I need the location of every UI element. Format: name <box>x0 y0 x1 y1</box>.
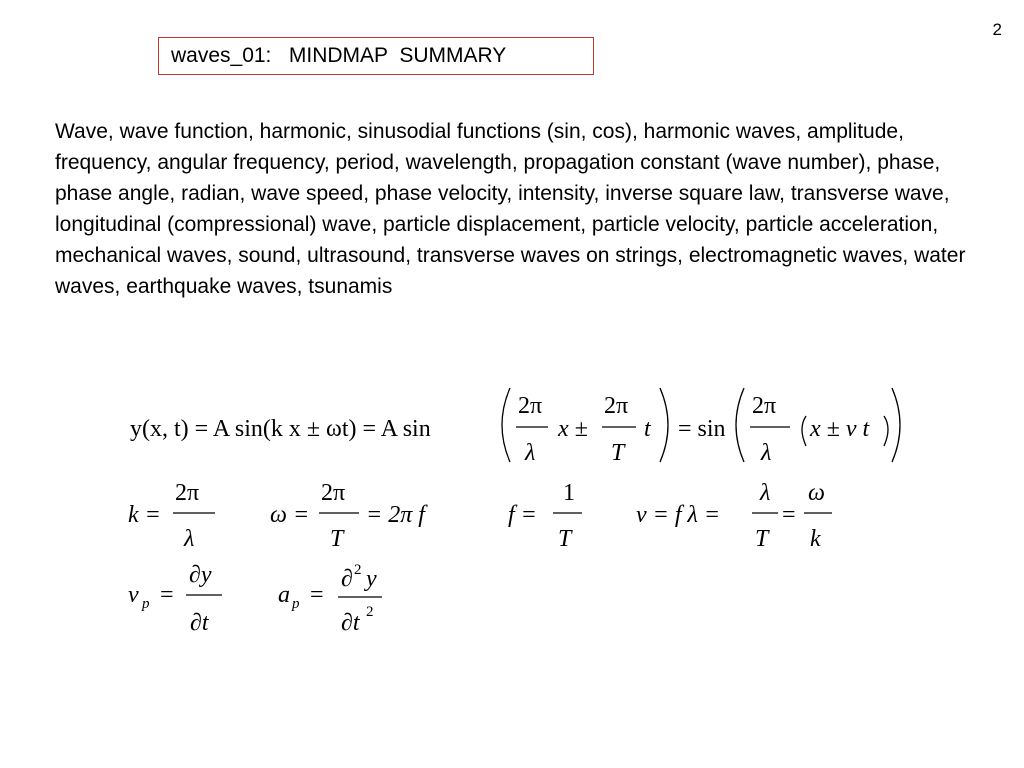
vp-num: ∂y <box>189 562 212 588</box>
omega-lhs: ω = <box>270 502 310 528</box>
paren-right-small <box>884 416 888 446</box>
f-num: 1 <box>563 480 575 506</box>
v-den2: k <box>810 526 821 552</box>
ap-lhs: a <box>278 582 290 608</box>
ap-num-base: ∂ <box>341 566 353 592</box>
f-den: T <box>558 526 572 552</box>
wave-t: t <box>644 416 651 442</box>
frac2-den: T <box>611 440 625 466</box>
ap-den-base: ∂t <box>341 610 360 636</box>
vp-definition <box>128 562 222 636</box>
v-eq: = <box>782 502 796 528</box>
paren-left-small <box>802 416 806 446</box>
paren-left-2 <box>736 388 744 462</box>
k-definition <box>128 480 215 552</box>
frac3-num: 2π <box>752 393 777 419</box>
paren-right-1 <box>660 388 668 462</box>
frac2-num: 2π <box>604 393 629 419</box>
wave-inner: x ± v t <box>810 416 870 442</box>
frac1-num: 2π <box>518 393 543 419</box>
frac3-den: λ <box>761 440 772 466</box>
k-num: 2π <box>175 480 200 506</box>
vp-eq: = <box>160 582 174 608</box>
page-number: 2 <box>992 20 1002 39</box>
v-den1: T <box>755 526 769 552</box>
vp-den: ∂t <box>190 610 209 636</box>
frac1-den: λ <box>525 440 536 466</box>
v-num1: λ <box>760 480 771 506</box>
wave-function-equation <box>130 388 900 466</box>
ap-num-sup: 2 <box>354 562 362 578</box>
wave-function-lhs: y(x, t) = A sin(k x ± ωt) = A sin <box>130 416 431 442</box>
wave-mid-term: x ± <box>558 416 588 442</box>
f-definition <box>508 480 582 552</box>
vp-lhs: v <box>128 582 139 608</box>
slide-title: waves_01: MINDMAP SUMMARY <box>158 37 594 75</box>
v-definition <box>636 480 832 552</box>
paren-right-2 <box>892 388 900 462</box>
ap-den-sup: 2 <box>366 604 374 620</box>
omega-num: 2π <box>321 480 346 506</box>
ap-definition <box>278 562 382 636</box>
ap-num-tail: y <box>366 566 377 592</box>
ap-sub: p <box>292 596 300 612</box>
vp-sub: p <box>142 596 150 612</box>
v-num2: ω <box>808 480 825 506</box>
omega-definition <box>270 480 428 552</box>
keyword-list: Wave, wave function, harmonic, sinusodial functions (sin, cos), harmonic waves, amplitude, frequency, angular frequency, period, wavelength, propagation constant (wave number), phase, phase angle, radian, wave speed, phase velocity, intensity, inverse square law, transverse wave, longitudinal (compressional) wave, particle displacement, particle velocity, particle acceleration, mechanical waves, sound, ultrasound, transverse waves on strings, electromagnetic waves, water waves, earthquake waves, tsunamis <box>55 120 966 298</box>
eq-sin: = sin <box>678 416 726 442</box>
omega-rhs: = 2π f <box>366 502 425 528</box>
ap-eq: = <box>310 582 324 608</box>
k-lhs: k = <box>128 502 161 528</box>
k-den: λ <box>184 526 195 552</box>
f-lhs: f = <box>508 502 537 528</box>
omega-den: T <box>330 526 344 552</box>
paren-left-1 <box>502 388 510 462</box>
v-lhs: v = f λ = <box>636 502 721 528</box>
